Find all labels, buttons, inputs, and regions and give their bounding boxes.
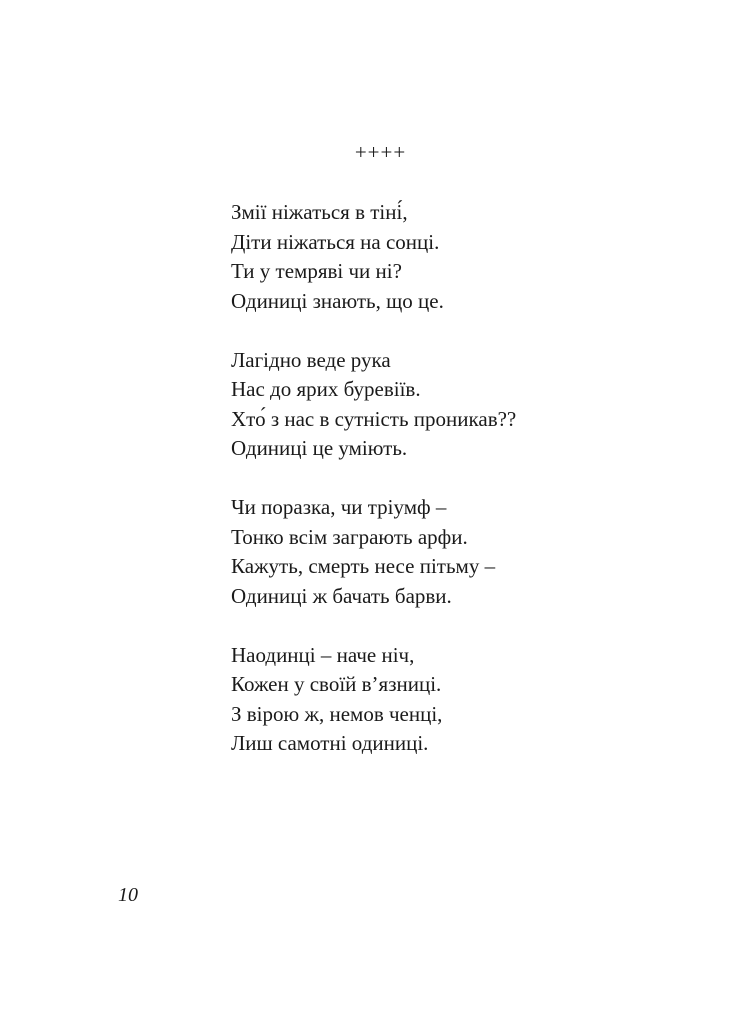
stanza: [231, 641, 516, 759]
poem-line: З вірою ж, немов ченці,: [231, 701, 443, 726]
poem-line: Ти у темряві чи ні?: [231, 259, 402, 283]
poem-line: Тонко всім заграють арфи.: [231, 524, 468, 549]
section-separator: ++++: [354, 140, 407, 164]
poem-line: Нас до ярих буревіїв.: [231, 377, 421, 401]
poem-line: Кажуть, смерть несе пітьму –: [231, 554, 496, 578]
page-number: 10: [118, 884, 138, 906]
stanza: [231, 493, 516, 611]
stanza: [231, 346, 516, 464]
poem-line: Лиш самотні одиниці.: [231, 731, 429, 755]
poem-line: Наодинці – наче ніч,: [231, 642, 415, 667]
poem-line: Лагідно веде рука: [231, 347, 391, 372]
poem-line: Чи поразка, чи тріумф –: [231, 495, 447, 519]
poem-line: Одиниці знають, що це.: [231, 288, 444, 313]
poem: [231, 198, 516, 788]
poem-line: Одиниці це уміють.: [231, 436, 408, 460]
poem-line: Змії ніжаться в тіні́,: [231, 200, 408, 224]
poem-line: Хто́ з нас в сутність проникав??: [231, 406, 517, 431]
poem-line: Діти ніжаться на сонці.: [231, 229, 440, 254]
poem-line: Одиниці ж бачать барви.: [231, 583, 452, 608]
poem-line: Кожен у своїй в’язниці.: [231, 672, 442, 696]
stanza: [231, 198, 516, 316]
